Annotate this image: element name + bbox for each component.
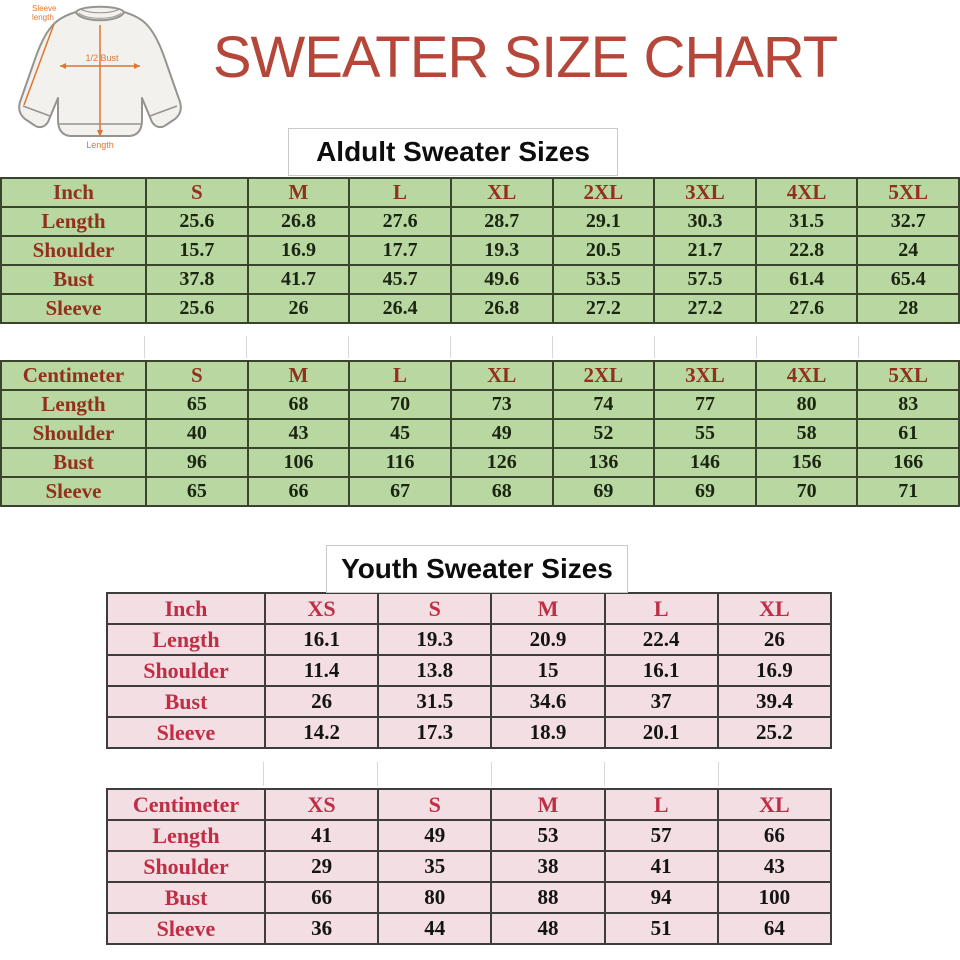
measurement-value-cell: 68 [248, 390, 350, 419]
measurement-value-cell: 156 [756, 448, 858, 477]
measurement-value-cell: 61.4 [756, 265, 858, 294]
adult-centimeter-size-table [0, 360, 960, 507]
measurement-value-cell: 45 [349, 419, 451, 448]
measurement-value-cell: 49.6 [451, 265, 553, 294]
gap-column-line [492, 762, 606, 786]
measurement-value-cell: 69 [654, 477, 756, 506]
measurement-value-cell: 80 [756, 390, 858, 419]
measurement-value-cell: 70 [756, 477, 858, 506]
measurement-value-cell: 27.2 [654, 294, 756, 323]
size-table-header-row [107, 789, 831, 820]
size-header-cell: M [248, 178, 350, 207]
measurement-value-cell: 66 [718, 820, 831, 851]
measurement-value-cell: 38 [491, 851, 604, 882]
measurement-value-cell: 126 [451, 448, 553, 477]
measurement-value-cell: 58 [756, 419, 858, 448]
page-title: SWEATER SIZE CHART [212, 25, 838, 90]
measurement-value-cell: 26 [718, 624, 831, 655]
measurement-value-cell: 28.7 [451, 207, 553, 236]
measurement-value-cell: 11.4 [265, 655, 378, 686]
measurement-value-cell: 136 [553, 448, 655, 477]
measurement-row [107, 913, 831, 944]
measurement-label-cell: Bust [1, 265, 146, 294]
measurement-value-cell: 29 [265, 851, 378, 882]
gap-column-line [247, 336, 349, 358]
measurement-label-cell: Sleeve [107, 913, 265, 944]
size-header-cell: 3XL [654, 361, 756, 390]
measurement-value-cell: 29.1 [553, 207, 655, 236]
measurement-value-cell: 22.8 [756, 236, 858, 265]
gap-column-line [719, 762, 832, 786]
measurement-value-cell: 52 [553, 419, 655, 448]
measurement-value-cell: 16.1 [265, 624, 378, 655]
measurement-value-cell: 65 [146, 390, 248, 419]
measurement-value-cell: 35 [378, 851, 491, 882]
size-header-cell: XS [265, 593, 378, 624]
measurement-value-cell: 24 [857, 236, 959, 265]
measurement-label-cell: Sleeve [1, 477, 146, 506]
measurement-value-cell: 40 [146, 419, 248, 448]
measurement-value-cell: 27.2 [553, 294, 655, 323]
measurement-value-cell: 25.2 [718, 717, 831, 748]
measurement-value-cell: 26.4 [349, 294, 451, 323]
measurement-value-cell: 83 [857, 390, 959, 419]
size-header-cell: S [146, 361, 248, 390]
measurement-row [1, 207, 959, 236]
measurement-value-cell: 70 [349, 390, 451, 419]
measurement-value-cell: 19.3 [378, 624, 491, 655]
measurement-value-cell: 100 [718, 882, 831, 913]
adult-section-heading: Aldult Sweater Sizes [288, 128, 618, 176]
measurement-value-cell: 37.8 [146, 265, 248, 294]
measurement-row [107, 655, 831, 686]
measurement-value-cell: 20.9 [491, 624, 604, 655]
measurement-value-cell: 27.6 [349, 207, 451, 236]
measurement-value-cell: 64 [718, 913, 831, 944]
size-header-cell: XL [718, 593, 831, 624]
size-header-cell: L [605, 593, 718, 624]
size-header-cell: M [491, 789, 604, 820]
gap-column-line [106, 762, 264, 786]
sleeve-length-label: Sleeve [32, 4, 57, 13]
sleeve-length-label-2: length [32, 13, 54, 22]
measurement-value-cell: 16.9 [248, 236, 350, 265]
size-header-cell: 5XL [857, 178, 959, 207]
gap-column-line [0, 336, 145, 358]
size-header-cell: L [349, 361, 451, 390]
measurement-value-cell: 19.3 [451, 236, 553, 265]
measurement-value-cell: 57.5 [654, 265, 756, 294]
unit-header-cell: Centimeter [1, 361, 146, 390]
measurement-value-cell: 96 [146, 448, 248, 477]
measurement-value-cell: 166 [857, 448, 959, 477]
measurement-row [107, 717, 831, 748]
measurement-value-cell: 15.7 [146, 236, 248, 265]
size-header-cell: S [378, 593, 491, 624]
measurement-value-cell: 45.7 [349, 265, 451, 294]
measurement-label-cell: Length [1, 390, 146, 419]
size-table-header-row [1, 361, 959, 390]
measurement-value-cell: 37 [605, 686, 718, 717]
measurement-value-cell: 16.1 [605, 655, 718, 686]
gap-column-line [605, 762, 719, 786]
measurement-value-cell: 43 [718, 851, 831, 882]
measurement-value-cell: 41.7 [248, 265, 350, 294]
measurement-value-cell: 66 [265, 882, 378, 913]
youth-centimeter-size-table [106, 788, 832, 945]
measurement-label-cell: Length [1, 207, 146, 236]
measurement-value-cell: 32.7 [857, 207, 959, 236]
size-header-cell: M [491, 593, 604, 624]
measurement-label-cell: Bust [107, 882, 265, 913]
measurement-value-cell: 27.6 [756, 294, 858, 323]
unit-header-cell: Inch [107, 593, 265, 624]
measurement-value-cell: 57 [605, 820, 718, 851]
measurement-value-cell: 26 [265, 686, 378, 717]
measurement-value-cell: 61 [857, 419, 959, 448]
youth-inch-size-table [106, 592, 832, 749]
measurement-value-cell: 26.8 [451, 294, 553, 323]
size-header-cell: XL [718, 789, 831, 820]
measurement-row [107, 882, 831, 913]
size-header-cell: L [605, 789, 718, 820]
gap-column-line [451, 336, 553, 358]
size-table-header-row [1, 178, 959, 207]
measurement-row [1, 448, 959, 477]
size-header-cell: 3XL [654, 178, 756, 207]
measurement-value-cell: 41 [265, 820, 378, 851]
measurement-value-cell: 25.6 [146, 294, 248, 323]
measurement-value-cell: 67 [349, 477, 451, 506]
size-table-header-row [107, 593, 831, 624]
measurement-row [107, 820, 831, 851]
measurement-value-cell: 49 [451, 419, 553, 448]
measurement-value-cell: 106 [248, 448, 350, 477]
measurement-label-cell: Bust [107, 686, 265, 717]
adult-inch-size-table [0, 177, 960, 324]
measurement-label-cell: Bust [1, 448, 146, 477]
measurement-value-cell: 30.3 [654, 207, 756, 236]
measurement-label-cell: Shoulder [1, 419, 146, 448]
measurement-value-cell: 13.8 [378, 655, 491, 686]
size-header-cell: 4XL [756, 178, 858, 207]
measurement-value-cell: 53.5 [553, 265, 655, 294]
unit-header-cell: Inch [1, 178, 146, 207]
measurement-value-cell: 34.6 [491, 686, 604, 717]
measurement-value-cell: 25.6 [146, 207, 248, 236]
measurement-value-cell: 14.2 [265, 717, 378, 748]
measurement-value-cell: 73 [451, 390, 553, 419]
youth-table-gap [106, 762, 832, 786]
gap-column-line [264, 762, 378, 786]
measurement-value-cell: 48 [491, 913, 604, 944]
size-header-cell: M [248, 361, 350, 390]
measurement-row [107, 851, 831, 882]
measurement-value-cell: 36 [265, 913, 378, 944]
measurement-label-cell: Shoulder [1, 236, 146, 265]
measurement-value-cell: 21.7 [654, 236, 756, 265]
measurement-value-cell: 26 [248, 294, 350, 323]
measurement-value-cell: 49 [378, 820, 491, 851]
measurement-row [1, 390, 959, 419]
measurement-value-cell: 74 [553, 390, 655, 419]
measurement-value-cell: 31.5 [756, 207, 858, 236]
measurement-row [1, 419, 959, 448]
size-header-cell: S [378, 789, 491, 820]
size-header-cell: 5XL [857, 361, 959, 390]
gap-column-line [145, 336, 247, 358]
measurement-value-cell: 116 [349, 448, 451, 477]
measurement-value-cell: 77 [654, 390, 756, 419]
measurement-value-cell: 94 [605, 882, 718, 913]
measurement-value-cell: 15 [491, 655, 604, 686]
measurement-value-cell: 71 [857, 477, 959, 506]
size-header-cell: XL [451, 178, 553, 207]
measurement-value-cell: 26.8 [248, 207, 350, 236]
size-header-cell: 2XL [553, 178, 655, 207]
gap-column-line [378, 762, 492, 786]
size-header-cell: 4XL [756, 361, 858, 390]
gap-column-line [349, 336, 451, 358]
measurement-label-cell: Shoulder [107, 655, 265, 686]
measurement-value-cell: 146 [654, 448, 756, 477]
adult-table-gap [0, 336, 960, 358]
measurement-value-cell: 43 [248, 419, 350, 448]
measurement-value-cell: 68 [451, 477, 553, 506]
gap-column-line [859, 336, 960, 358]
measurement-value-cell: 53 [491, 820, 604, 851]
unit-header-cell: Centimeter [107, 789, 265, 820]
gap-column-line [757, 336, 859, 358]
measurement-label-cell: Shoulder [107, 851, 265, 882]
measurement-label-cell: Sleeve [1, 294, 146, 323]
measurement-value-cell: 20.1 [605, 717, 718, 748]
gap-column-line [655, 336, 757, 358]
measurement-value-cell: 22.4 [605, 624, 718, 655]
measurement-value-cell: 41 [605, 851, 718, 882]
measurement-value-cell: 65 [146, 477, 248, 506]
size-header-cell: 2XL [553, 361, 655, 390]
measurement-value-cell: 65.4 [857, 265, 959, 294]
measurement-value-cell: 18.9 [491, 717, 604, 748]
half-bust-label: 1/2 Bust [85, 53, 119, 63]
measurement-value-cell: 20.5 [553, 236, 655, 265]
measurement-value-cell: 17.7 [349, 236, 451, 265]
measurement-value-cell: 51 [605, 913, 718, 944]
measurement-row [107, 624, 831, 655]
measurement-value-cell: 80 [378, 882, 491, 913]
gap-column-line [553, 336, 655, 358]
youth-section-heading: Youth Sweater Sizes [326, 545, 628, 593]
measurement-value-cell: 44 [378, 913, 491, 944]
size-header-cell: S [146, 178, 248, 207]
measurement-row [1, 265, 959, 294]
size-header-cell: XS [265, 789, 378, 820]
measurement-value-cell: 88 [491, 882, 604, 913]
measurement-label-cell: Length [107, 820, 265, 851]
measurement-label-cell: Sleeve [107, 717, 265, 748]
measurement-value-cell: 17.3 [378, 717, 491, 748]
measurement-value-cell: 66 [248, 477, 350, 506]
size-header-cell: XL [451, 361, 553, 390]
measurement-row [1, 294, 959, 323]
measurement-value-cell: 16.9 [718, 655, 831, 686]
measurement-row [1, 236, 959, 265]
measurement-value-cell: 55 [654, 419, 756, 448]
measurement-row [1, 477, 959, 506]
measurement-value-cell: 31.5 [378, 686, 491, 717]
measurement-value-cell: 39.4 [718, 686, 831, 717]
measurement-value-cell: 28 [857, 294, 959, 323]
measurement-value-cell: 69 [553, 477, 655, 506]
size-header-cell: L [349, 178, 451, 207]
measurement-label-cell: Length [107, 624, 265, 655]
length-label: Length [86, 140, 114, 150]
measurement-row [107, 686, 831, 717]
